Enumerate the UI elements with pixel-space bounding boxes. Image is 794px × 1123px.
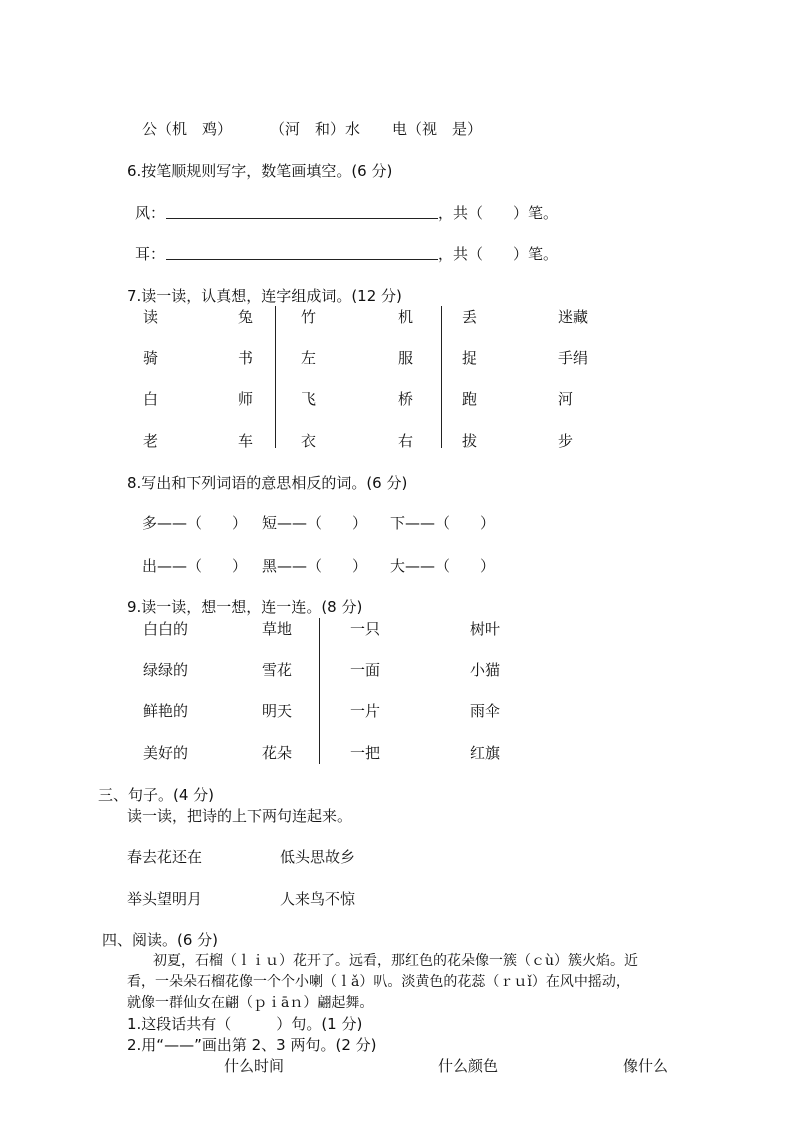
q7-word[interactable]: 左 bbox=[301, 349, 317, 367]
q9-word[interactable]: 绿绿的 bbox=[143, 661, 189, 679]
q7-word[interactable]: 书 bbox=[238, 349, 254, 367]
q7-word[interactable]: 迷藏 bbox=[558, 308, 589, 326]
q9-word[interactable]: 红旗 bbox=[470, 744, 501, 762]
q8-item[interactable]: 出——（ ） bbox=[142, 557, 248, 575]
q7-divider-2 bbox=[441, 306, 442, 448]
q6-writing-line-1[interactable] bbox=[166, 218, 438, 219]
q6-title: 6.按笔顺规则写字，数笔画填空。(6 分) bbox=[127, 162, 393, 180]
q9-word[interactable]: 雨伞 bbox=[470, 702, 501, 720]
q7-word[interactable]: 白 bbox=[143, 390, 159, 408]
q7-word[interactable]: 老 bbox=[143, 432, 159, 450]
q8-item[interactable]: 多——（ ） bbox=[142, 514, 248, 532]
q7-word[interactable]: 师 bbox=[238, 390, 254, 408]
q9-word[interactable]: 小猫 bbox=[470, 661, 501, 679]
q7-title: 7.读一读，认真想，连字组成词。(12 分) bbox=[127, 287, 402, 305]
q9-word[interactable]: 草地 bbox=[262, 620, 293, 638]
q7-word[interactable]: 河 bbox=[558, 390, 574, 408]
q9-word[interactable]: 一把 bbox=[350, 744, 381, 762]
poem-line[interactable]: 低头思故乡 bbox=[280, 848, 356, 866]
q7-word[interactable]: 服 bbox=[398, 349, 414, 367]
q7-word[interactable]: 竹 bbox=[301, 308, 317, 326]
answer-head-like: 像什么 bbox=[623, 1057, 669, 1075]
q9-divider bbox=[319, 618, 320, 764]
answer-head-time: 什么时间 bbox=[224, 1057, 285, 1075]
q9-word[interactable]: 鲜艳的 bbox=[143, 702, 189, 720]
q7-word[interactable]: 兔 bbox=[238, 308, 254, 326]
poem-line[interactable]: 举头望明月 bbox=[127, 890, 203, 908]
section-4-title: 四、阅读。(6 分) bbox=[102, 931, 219, 949]
q7-word[interactable]: 拔 bbox=[462, 432, 478, 450]
section-3-instruction: 读一读，把诗的上下两句连起来。 bbox=[127, 807, 353, 825]
q7-word[interactable]: 手绢 bbox=[558, 349, 589, 367]
q7-word[interactable]: 丢 bbox=[462, 308, 478, 326]
q7-word[interactable]: 衣 bbox=[301, 432, 317, 450]
q7-word[interactable]: 飞 bbox=[301, 390, 317, 408]
passage-line-3: 就像一群仙女在翩（ｐｉāｎ）翩起舞。 bbox=[127, 995, 374, 1011]
q6-suffix-1: ，共（ ）笔。 bbox=[438, 204, 559, 222]
q8-title: 8.写出和下列词语的意思相反的词。(6 分) bbox=[127, 474, 408, 492]
q9-word[interactable]: 白白的 bbox=[143, 620, 189, 638]
q9-word[interactable]: 树叶 bbox=[470, 620, 501, 638]
q5-item-2: （河 和）水 bbox=[270, 120, 361, 138]
q8-item[interactable]: 下——（ ） bbox=[390, 514, 496, 532]
q9-word[interactable]: 美好的 bbox=[143, 744, 189, 762]
q7-word[interactable]: 捉 bbox=[462, 349, 478, 367]
q7-divider-1 bbox=[275, 306, 276, 448]
q7-word[interactable]: 骑 bbox=[143, 349, 159, 367]
q6-char-1: 风： bbox=[135, 204, 166, 222]
poem-line[interactable]: 春去花还在 bbox=[127, 848, 203, 866]
reading-q2: 2.用“——”画出第 2、3 两句。(2 分) bbox=[127, 1036, 377, 1054]
q7-word[interactable]: 步 bbox=[558, 432, 574, 450]
q9-word[interactable]: 花朵 bbox=[262, 744, 293, 762]
q9-word[interactable]: 明天 bbox=[262, 702, 293, 720]
q7-word[interactable]: 机 bbox=[398, 308, 414, 326]
q9-word[interactable]: 一片 bbox=[350, 702, 381, 720]
q9-title: 9.读一读，想一想，连一连。(8 分) bbox=[127, 598, 363, 616]
q9-word[interactable]: 雪花 bbox=[262, 661, 293, 679]
q5-item-1: 公（机 鸡） bbox=[142, 120, 233, 138]
q8-item[interactable]: 大——（ ） bbox=[390, 557, 496, 575]
q9-word[interactable]: 一面 bbox=[350, 661, 381, 679]
q6-char-2: 耳： bbox=[135, 245, 166, 263]
q7-word[interactable]: 桥 bbox=[398, 390, 414, 408]
q8-item[interactable]: 黑——（ ） bbox=[262, 557, 368, 575]
reading-q1: 1.这段话共有（ ）句。(1 分) bbox=[127, 1015, 363, 1033]
q7-word[interactable]: 右 bbox=[398, 432, 414, 450]
q7-word[interactable]: 读 bbox=[143, 308, 159, 326]
poem-line[interactable]: 人来鸟不惊 bbox=[280, 890, 356, 908]
q8-item[interactable]: 短——（ ） bbox=[262, 514, 368, 532]
q7-word[interactable]: 跑 bbox=[462, 390, 478, 408]
passage-line-2: 看，一朵朵石榴花像一个个小喇（ｌǎ）叭。淡黄色的花蕊（ｒｕǐ）在风中摇动， bbox=[127, 974, 630, 990]
passage-line-1: 初夏，石榴（ｌｉｕ）花开了。远看，那红色的花朵像一簇（ｃù）簇火焰。近 bbox=[153, 953, 639, 969]
q9-word[interactable]: 一只 bbox=[350, 620, 381, 638]
q7-word[interactable]: 车 bbox=[238, 432, 254, 450]
answer-head-color: 什么颜色 bbox=[438, 1057, 499, 1075]
q6-suffix-2: ，共（ ）笔。 bbox=[438, 245, 559, 263]
section-3-title: 三、句子。(4 分) bbox=[98, 786, 215, 804]
q5-item-3: 电（视 是） bbox=[392, 120, 483, 138]
q6-writing-line-2[interactable] bbox=[166, 259, 438, 260]
